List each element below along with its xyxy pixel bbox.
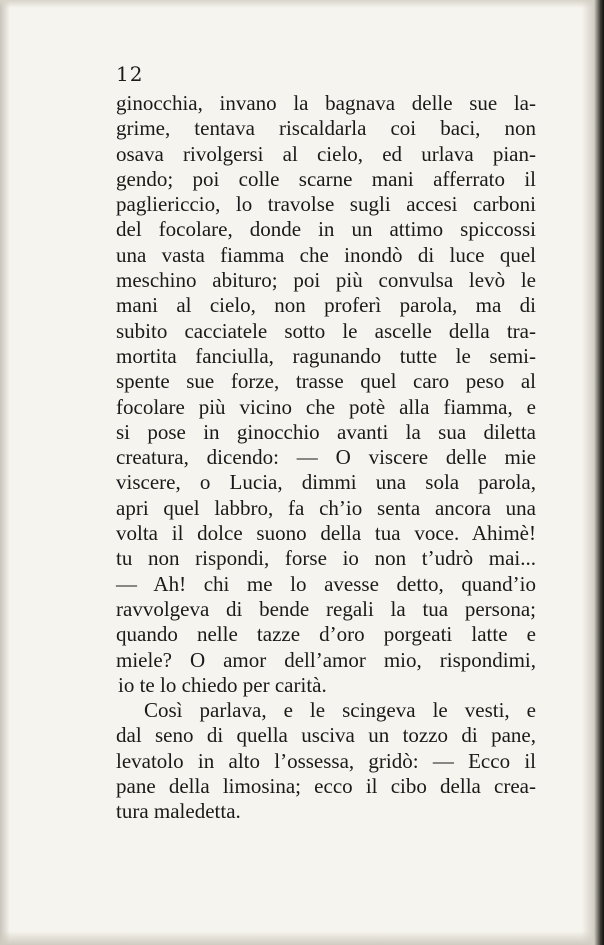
- text-line: viscere, o Lucia, dimmi una sola parola,: [116, 470, 536, 495]
- text-line: una vasta fiamma che inondò di luce quel: [116, 242, 536, 267]
- text-line: subito cacciatele sotto le ascelle della tra-: [116, 318, 536, 343]
- text-line: apri quel labbro, fa ch’io senta ancora una: [116, 495, 536, 520]
- page-number: 12: [116, 62, 144, 86]
- text-line: focolare più vicino che potè alla fiamma, e: [116, 394, 536, 419]
- text-line: mortita fanciulla, ragunando tutte le semi-: [116, 343, 536, 368]
- text-line: dal seno di quella usciva un tozzo di pane,: [116, 723, 536, 748]
- text-line: ginocchia, invano la bagnava delle sue la-: [116, 91, 536, 115]
- text-line: pagliericcio, lo travolse sugli accesi carboni: [116, 192, 536, 217]
- text-line: spente sue forze, trasse quel caro peso al: [116, 369, 536, 394]
- text-line: io te lo chiedo per carità.: [118, 672, 327, 697]
- text-line: levatolo in alto l’ossessa, gridò: — Ecco il: [116, 748, 536, 773]
- text-line: quando nelle tazze d’oro porgeati latte e: [116, 622, 536, 647]
- text-line: pane della limosina; ecco il cibo della crea-: [116, 774, 536, 799]
- page-bottom-shadow: [0, 931, 604, 945]
- text-line: tu non rispondi, forse io non t’udrò mai...: [116, 546, 536, 571]
- text-line: ravvolgeva di bende regali la tua persona;: [116, 596, 536, 621]
- text-line: tura maledetta.: [116, 799, 241, 824]
- text-line: — Ah! chi me lo avesse detto, quand’io: [116, 571, 536, 596]
- text-line: si pose in ginocchio avanti la sua diletta: [116, 419, 536, 444]
- text-line: grime, tentava riscaldarla coi baci, non: [116, 116, 536, 141]
- text-line: miele? O amor dell’amor mio, rispondimi,: [116, 647, 536, 672]
- body-text: [116, 91, 536, 825]
- text-line: meschino abituro; poi più convulsa levò le: [116, 268, 536, 293]
- text-line: volta il dolce suono della tua voce. Ahimè!: [116, 521, 536, 546]
- text-line: del focolare, donde in un attimo spiccossi: [116, 217, 536, 242]
- text-line: creatura, dicendo: — O viscere delle mie: [116, 445, 536, 470]
- page-top-shadow: [0, 0, 604, 8]
- text-line: gendo; poi colle scarne mani afferrato il: [116, 166, 536, 191]
- text-line: mani al cielo, non proferì parola, ma di: [116, 293, 536, 318]
- text-line: osava rivolgersi al cielo, ed urlava pian-: [116, 141, 536, 166]
- text-line: Così parlava, e le scingeva le vesti, e: [144, 698, 536, 723]
